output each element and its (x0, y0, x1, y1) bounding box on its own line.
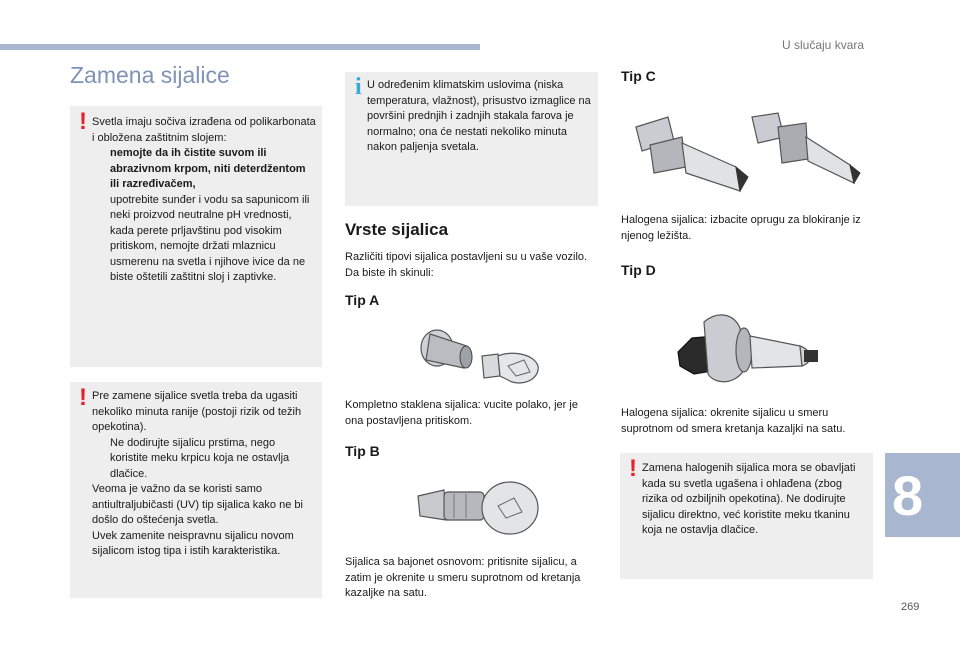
bullet-icon (92, 224, 110, 286)
bulb-type-b-image (414, 476, 542, 538)
header-bar (0, 44, 480, 50)
list-item: upotrebite sunđer i vodu sa sapunicom ili neki proizvod neutralne pH vrednosti, (92, 193, 316, 224)
bullet-icon (92, 146, 110, 193)
warning-icon: ! (79, 108, 87, 135)
type-a-text: Kompletno staklena sijalica: vucite polako, jer je ona postavljena pritiskom. (345, 399, 578, 427)
list-item: kada perete prljavštinu pod visokim pritiskom, nemojte držati mlaznicu usmerenu na svetla i njihove ivice da ne biste oštetili zaštitni sloj i zaptivke. (92, 224, 316, 286)
bullet-icon (92, 193, 110, 224)
warning-box-lens-care (70, 106, 322, 367)
warning-paragraph: Uvek zamenite neispravnu sijalicu novom sijalicom istog tipa i istih karakteristika. (92, 529, 294, 557)
bulb-type-c-image (628, 107, 864, 203)
warning-paragraph: Veoma je važno da se koristi samo antiultraljubičasti (UV) tip sijalica kako ne bi došlo do oštećenja svetla. (92, 483, 303, 526)
type-d-heading: Tip D (621, 262, 656, 278)
chapter-tab: 8 (885, 453, 960, 537)
warning-intro: Pre zamene sijalice svetla treba da ugasiti nekoliko minuta ranije (postoji rizik od težih opekotina). (92, 390, 302, 433)
type-b-text: Sijalica sa bajonet osnovom: pritisnite sijalicu, a zatim je okrenite u smeru suprotnom od kretanja kazaljke na satu. (345, 556, 581, 599)
warning-icon: ! (79, 384, 87, 411)
types-intro: Različiti tipovi sijalica postavljeni su u vaše vozilo. Da biste ih skinuli: (345, 251, 588, 279)
info-box (345, 72, 598, 206)
type-d-text: Halogena sijalica: okrenite sijalicu u smeru suprotnom od smera kretanja kazaljki na satu. (621, 407, 846, 435)
warning-box-halogen (620, 453, 873, 579)
warning-intro: Svetla imaju sočiva izrađena od polikarbonata i obložena zaštitnim slojem: (92, 116, 316, 144)
warning-text: Zamena halogenih sijalica mora se obavljati kada su svetla ugašena i ohlađena (zbog rizika od ozbiljnih opekotina). Ne dodirujte sijalicu direktno, već koristite meku tkaninu koja ne ostavlja dlačice. (642, 462, 856, 536)
types-heading: Vrste sijalica (345, 220, 449, 239)
warning-box-replacement (70, 382, 322, 598)
bullet-icon (92, 436, 110, 483)
info-text: U određenim klimatskim uslovima (niska temperatura, vlažnost), prisustvo izmaglice na površini prednjih i zadnjih stakala farova je normalno; ona će nestati nekoliko minuta nakon paljenja svetala. (367, 79, 591, 153)
bulb-type-d-image (674, 308, 824, 394)
type-b-heading: Tip B (345, 443, 380, 459)
list-item: Ne dodirujte sijalicu prstima, nego koristite meku krpicu koja ne ostavlja dlačice. (92, 436, 316, 483)
page-number: 269 (901, 601, 920, 613)
section-title: U slučaju kvara (782, 38, 865, 52)
info-icon: i (355, 74, 362, 100)
bulb-type-a-image (412, 320, 544, 390)
warning-icon: ! (629, 455, 637, 482)
type-a-heading: Tip A (345, 292, 380, 308)
list-item: nemojte da ih čistite suvom ili abrazivnom krpom, niti deterdžentom ili razređivačem, (92, 146, 316, 193)
type-c-heading: Tip C (621, 68, 656, 84)
type-c-text: Halogena sijalica: izbacite oprugu za blokiranje iz njenog ležišta. (621, 214, 861, 242)
page-title: Zamena sijalice (70, 62, 230, 88)
